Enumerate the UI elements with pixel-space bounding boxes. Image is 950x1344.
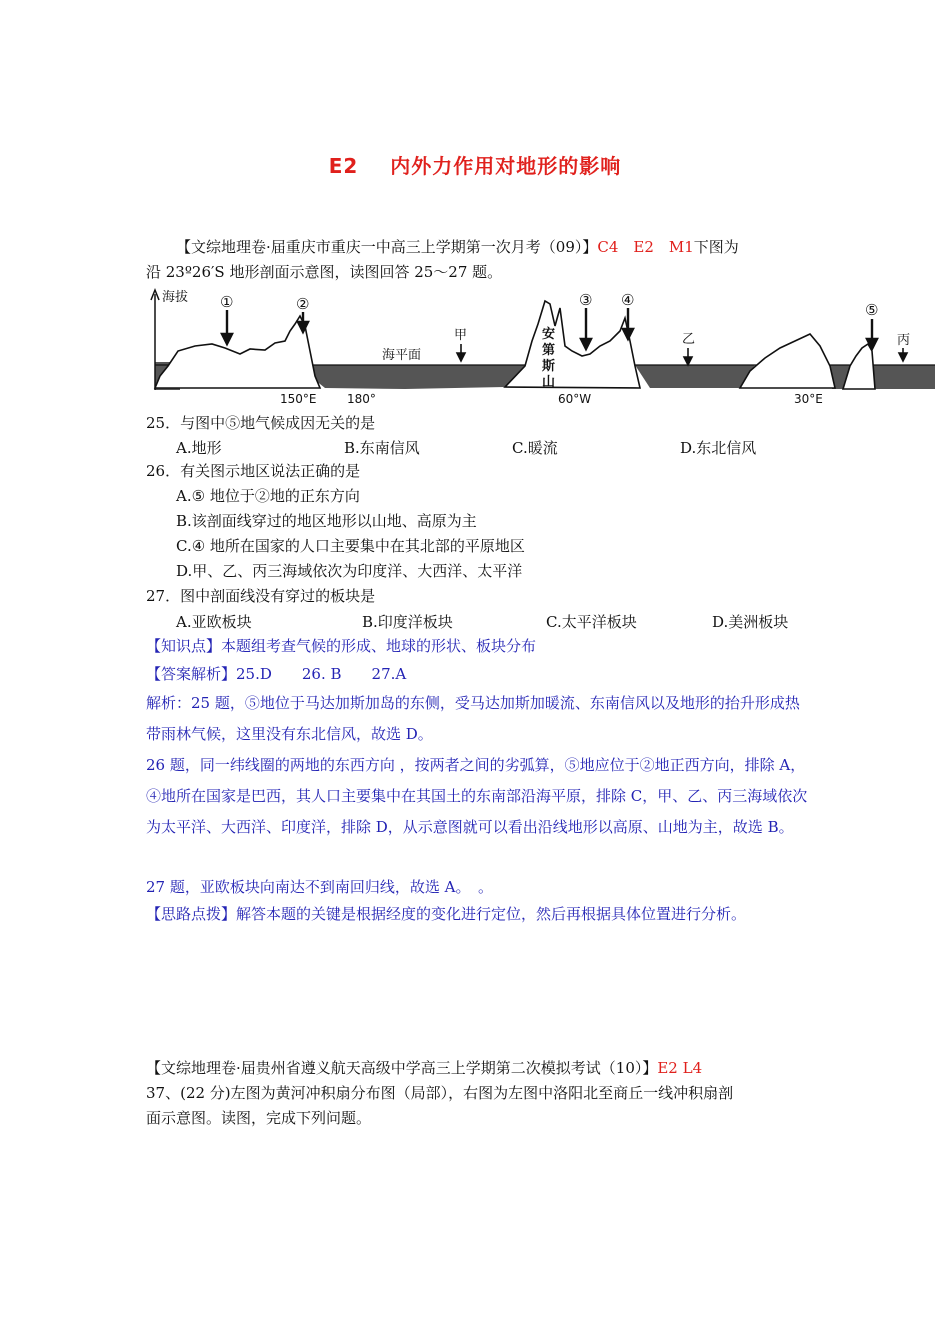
marker-2: ② bbox=[296, 295, 310, 313]
thinking-tip: 【思路点拨】解答本题的关键是根据经度的变化进行定位，然后再根据具体位置进行分析。 bbox=[146, 905, 747, 923]
q37-source: 【文综地理卷·届贵州省遵义航天高级中学高三上学期第二次模拟考试（10）】 bbox=[146, 1059, 658, 1077]
landmass-south-america bbox=[505, 301, 640, 388]
q27-option-c: C.太平洋板块 bbox=[546, 613, 637, 631]
longitude-label-30e: 30°E bbox=[794, 392, 823, 406]
q1-intro-line2: 沿 23º26′S 地形剖面示意图，读图回答 25～27 题。 bbox=[146, 263, 503, 281]
mountain-label-char-2: 第 bbox=[542, 343, 556, 358]
answer-key: 【答案解析】25.D 26. B 27.A bbox=[146, 665, 407, 683]
q26-option-d: D.甲、乙、丙三海域依次为印度洋、大西洋、太平洋 bbox=[176, 562, 523, 580]
arrowhead-3 bbox=[581, 339, 591, 349]
arrowhead-bing bbox=[899, 353, 907, 361]
longitude-label-150e: 150°E bbox=[280, 392, 317, 406]
terrain-profile-figure bbox=[150, 286, 935, 411]
analysis-q25: 解析：25 题，⑤地位于马达加斯加岛的东侧，受马达加斯加暖流、东南信风以及地形的抬升形成热带雨林气候，这里没有东北信风，故选 D。 bbox=[146, 694, 800, 743]
q26-option-b: B.该剖面线穿过的地区地形以山地、高原为主 bbox=[176, 512, 477, 530]
q27-option-d: D.美洲板块 bbox=[712, 613, 789, 631]
marker-5: ⑤ bbox=[865, 301, 879, 319]
title-code: E2 bbox=[328, 154, 359, 178]
q27-option-a: A.亚欧板块 bbox=[176, 613, 252, 631]
knowledge-point: 【知识点】本题组考查气候的形成、地球的形状、板块分布 bbox=[146, 637, 537, 655]
water-label-bing: 丙 bbox=[897, 333, 911, 348]
landmass-africa bbox=[740, 334, 835, 388]
mountain-label-char-3: 斯 bbox=[542, 359, 556, 374]
q27-option-b: B.印度洋板块 bbox=[362, 613, 453, 631]
q1-intro bbox=[176, 237, 739, 257]
water-label-yi: 乙 bbox=[682, 332, 696, 347]
longitude-label-60w: 60°W bbox=[558, 392, 592, 406]
mountain-label-char-1: 安 bbox=[542, 327, 556, 342]
landmass-australia bbox=[155, 316, 320, 388]
ocean-yi bbox=[635, 365, 755, 388]
arrowhead-yi bbox=[684, 357, 692, 365]
q37-line3: 面示意图。读图，完成下列问题。 bbox=[146, 1109, 372, 1127]
q25-option-d: D.东北信风 bbox=[680, 439, 757, 457]
marker-1: ① bbox=[220, 293, 234, 311]
q37-intro bbox=[146, 1058, 702, 1078]
ocean-bing bbox=[872, 365, 935, 389]
analysis-q26: 26 题，同一纬线圈的两地的东西方向 ，按两者之间的劣弧算，⑤地应位于②地正西方向，排除 A，④地所在国家是巴西，其人口主要集中在其国土的东南部沿海平原，排除 C，甲、乙、丙三海域依次为太平洋、大西洋、印度洋，排除 D，从示意图就可以看出沿线地形以高原、山地为主，故选 B。 bbox=[146, 756, 808, 836]
q27-stem: 27．图中剖面线没有穿过的板块是 bbox=[146, 587, 376, 605]
q25-option-c: C.暖流 bbox=[512, 439, 558, 457]
q26-option-c: C.④ 地所在国家的人口主要集中在其北部的平原地区 bbox=[176, 537, 525, 555]
q1-intro-tail: 下图为 bbox=[693, 238, 739, 256]
longitude-label-180: 180° bbox=[347, 392, 376, 406]
ocean-jia bbox=[310, 365, 530, 389]
mountain-label-char-4: 山 bbox=[542, 375, 556, 390]
page-title bbox=[0, 150, 950, 179]
q25-stem: 25．与图中⑤地气候成因无关的是 bbox=[146, 414, 376, 432]
q25-option-b: B.东南信风 bbox=[344, 439, 420, 457]
water-label-jia: 甲 bbox=[454, 328, 468, 343]
marker-3: ③ bbox=[579, 291, 593, 309]
q1-tags: C4 E2 M1 bbox=[597, 238, 694, 256]
y-axis-label: 海拔 bbox=[162, 290, 189, 305]
q26-stem: 26．有关图示地区说法正确的是 bbox=[146, 462, 361, 480]
sea-level-label: 海平面 bbox=[382, 348, 422, 363]
marker-4: ④ bbox=[621, 291, 635, 309]
q1-source: 【文综地理卷·届重庆市重庆一中高三上学期第一次月考（09）】 bbox=[176, 238, 598, 256]
arrowhead-1 bbox=[222, 334, 232, 344]
q26-option-a: A.⑤ 地位于②地的正东方向 bbox=[176, 487, 360, 505]
q37-tags: E2 L4 bbox=[657, 1059, 703, 1077]
title-text: 内外力作用对地形的影响 bbox=[390, 154, 622, 178]
q25-option-a: A.地形 bbox=[176, 439, 222, 457]
arrowhead-jia bbox=[457, 353, 465, 361]
q37-line2: 37、(22 分)左图为黄河冲积扇分布图（局部），右图为左图中洛阳北至商丘一线冲积扇剖 bbox=[146, 1084, 734, 1102]
analysis-q27: 27 题，亚欧板块向南达不到南回归线，故选 A。 。 bbox=[146, 878, 493, 896]
